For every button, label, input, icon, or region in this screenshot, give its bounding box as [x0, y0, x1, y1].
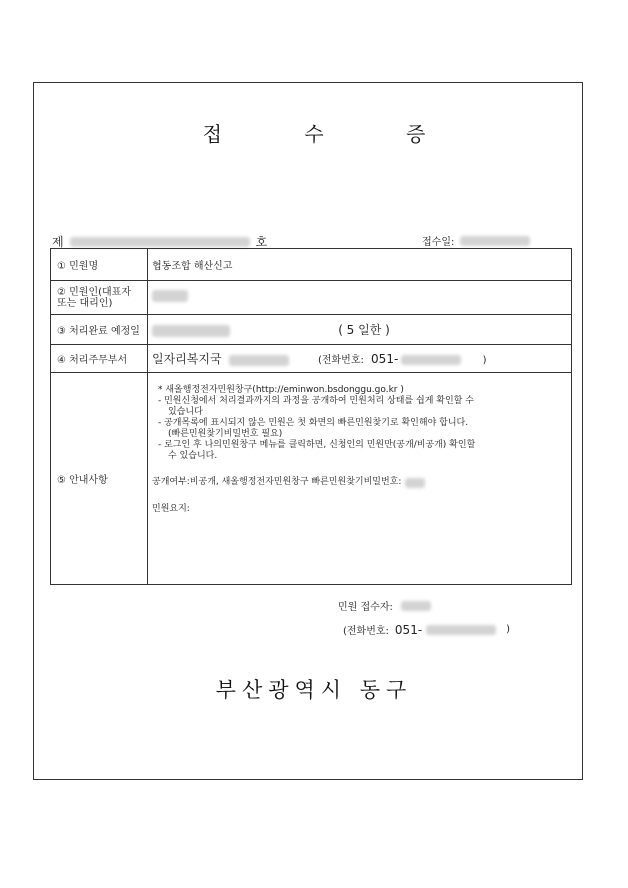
row-label [51, 281, 148, 315]
department-name: 일자리복지국 [152, 352, 222, 366]
row-label: ③ 처리완료 예정일 [51, 315, 148, 345]
guide-line: - 로그인 후 나의민원창구 메뉴를 클릭하면, 신청인의 민원만(공개/비공개) 확인할 [158, 440, 476, 450]
due-date-cell [148, 315, 572, 345]
receiver-tel [343, 622, 510, 637]
receiver-label: 민원 접수자: [338, 602, 393, 613]
row-label: ⑤ 안내사항 [51, 373, 148, 585]
guide-line: 수 있습니다. [168, 451, 218, 461]
guide-line: - 민원신청에서 처리결과까지의 과정을 공개하여 민원처리 상태를 쉽게 확인할 수 [158, 396, 474, 406]
receiver-tel-prefix: 051- [394, 622, 423, 637]
redacted-applicant [152, 290, 188, 302]
table-row [51, 345, 572, 373]
redacted-password [405, 478, 425, 488]
redacted-received-date [460, 236, 530, 246]
receipt-table [50, 248, 572, 585]
receiver-tel-label: (전화번호: [343, 626, 389, 637]
received-date [422, 233, 530, 248]
receiver-tel-close: ) [506, 624, 511, 635]
applicant-label-line1: ② 민원인(대표자 [57, 286, 132, 298]
redacted-department [229, 355, 289, 366]
department-tel-label: (전화번호: [317, 355, 364, 366]
table-row [51, 249, 572, 281]
guide-notice [152, 385, 567, 462]
doc-prefix: 제 [52, 235, 64, 249]
redacted-doc-number [70, 237, 250, 247]
redacted-department-tel [401, 355, 461, 365]
department-tel-prefix: 051- [371, 352, 399, 366]
redacted-due-date [152, 325, 230, 337]
guide-line: - 공개목록에 표시되지 않은 민원은 첫 화면의 빠른민원찾기로 확인해야 합니다. [158, 418, 469, 428]
guide-line: * 새올행정전자민원창구(http://eminwon.bsdonggu.go.kr ) [158, 385, 404, 395]
applicant-value [148, 281, 572, 315]
public-status-text: 공개여부:비공개, 새올행정전자민원창구 빠른민원찾기비밀번호: [152, 477, 402, 487]
table-row [51, 315, 572, 345]
petition-summary-label: 민원요지: [152, 504, 190, 514]
receiver [338, 598, 431, 613]
row-label: ① 민원명 [51, 249, 148, 281]
redacted-receiver [401, 601, 431, 611]
guide-cell [148, 373, 572, 585]
applicant-label-line2: 또는 대리인) [57, 297, 113, 309]
table-row [51, 373, 572, 585]
processing-days: ( 5 일한 ) [338, 323, 390, 337]
table-row [51, 281, 572, 315]
document-title: 접 수 증 [202, 122, 464, 146]
received-date-label: 접수일: [422, 237, 455, 248]
department-tel-close: ) [482, 355, 487, 366]
redacted-receiver-tel [426, 625, 496, 635]
issuing-office: 부산광역시 동구 [215, 678, 413, 702]
public-status [152, 477, 567, 488]
row-label: ④ 처리주무부서 [51, 345, 148, 373]
guide-line: 있습니다 [168, 407, 203, 417]
doc-suffix: 호 [255, 235, 268, 249]
petition-name: 협동조합 해산신고 [148, 249, 572, 281]
department-cell [148, 345, 572, 373]
guide-line: (빠른민원찾기비밀번호 필요) [168, 429, 283, 439]
